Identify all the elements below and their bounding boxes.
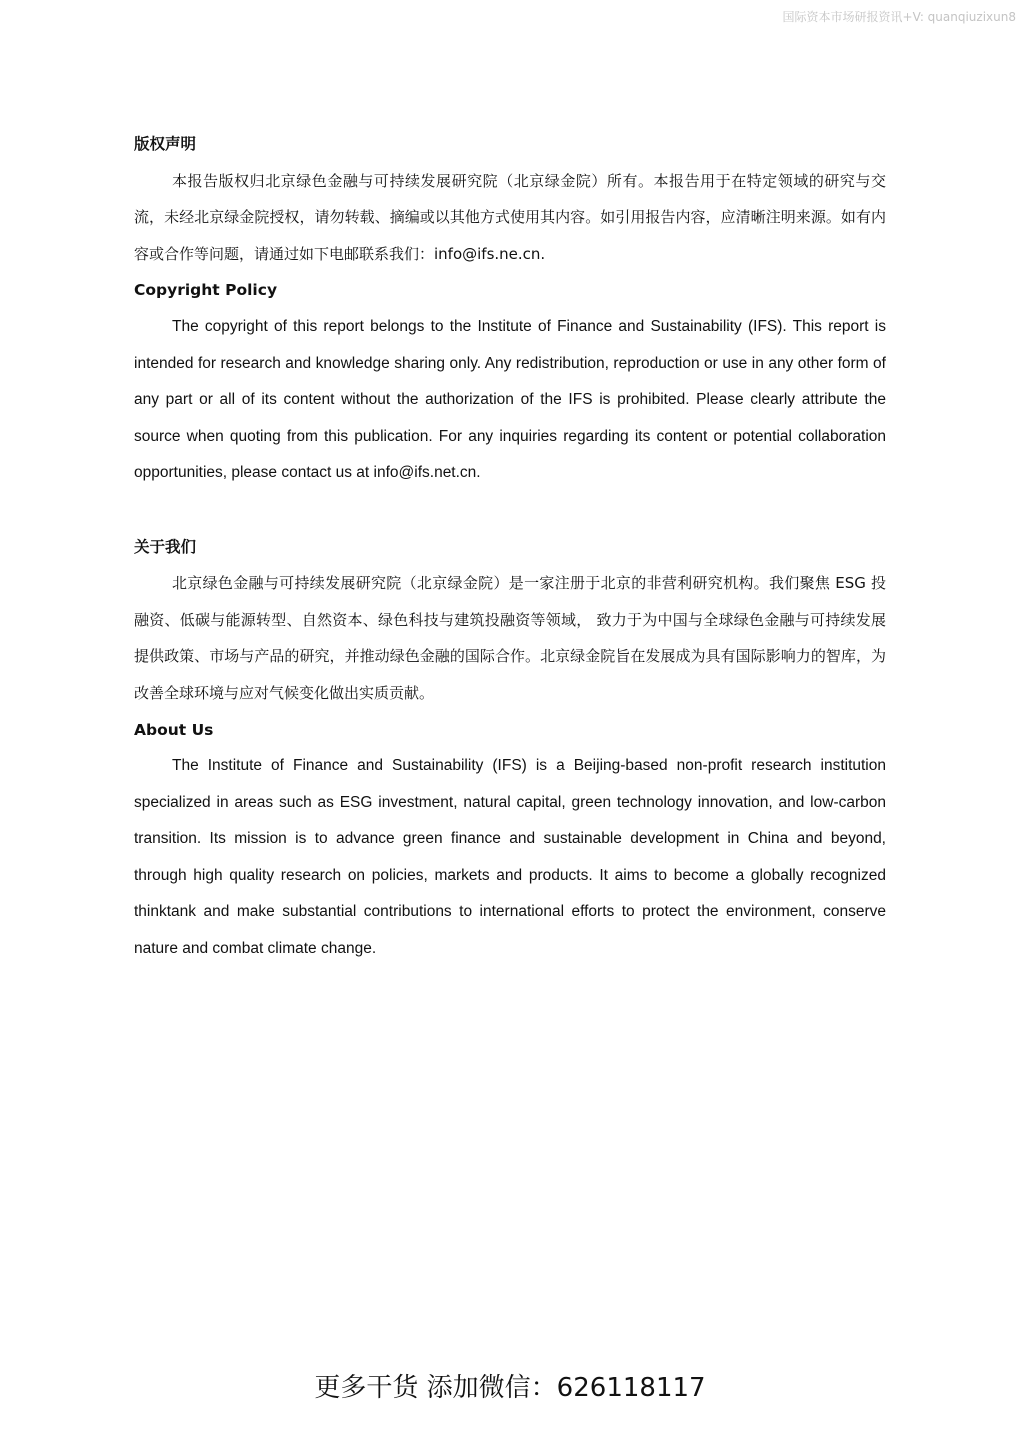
about-cn-section	[134, 529, 886, 712]
about-cn-heading: 关于我们	[134, 537, 197, 556]
copyright-cn-heading: 版权声明	[134, 135, 197, 153]
footer-promo-text: 更多干货 添加微信：626118117	[314, 1373, 706, 1403]
section-gap	[134, 492, 886, 529]
about-en-section	[134, 712, 886, 968]
about-en-heading: About Us	[134, 720, 214, 739]
copyright-cn-section	[134, 126, 886, 272]
page-content	[134, 126, 886, 968]
copyright-cn-body: 本报告版权归北京绿色金融与可持续发展研究院（北京绿金院）所有。本报告用于在特定领域的研究与交流，未经北京绿金院授权，请勿转载、摘编或以其他方式使用其内容。如引用报告内容，应清晰注明来源。如有内容或合作等问题，请通过如下电邮联系我们：info@ifs.ne.cn.	[134, 171, 886, 263]
about-en-body: The Institute of Finance and Sustainability (IFS) is a Beijing-based non-profit research institution specialized in areas such as ESG investment, natural capital, green technology innovation, and low-carbon transition. Its mission is to advance green finance and sustainable development in China and beyond, through high quality research on policies, markets and products. It aims to become a globally recognized thinktank and make substantial contributions to international efforts to protect the environment, conserve nature and combat climate change.	[134, 757, 886, 958]
copyright-en-body: The copyright of this report belongs to the Institute of Finance and Sustainability (IFS). This report is intended for research and knowledge sharing only. Any redistribution, reproduction or use in any other form of any part or all of its content without the authorization of the IFS is prohibited. Please clearly attribute the source when quoting from this publication. For any inquiries regarding its content or potential collaboration opportunities, please contact us at info@ifs.net.cn.	[134, 317, 886, 482]
about-cn-body: 北京绿色金融与可持续发展研究院（北京绿金院）是一家注册于北京的非营利研究机构。我们聚焦 ESG 投融资、低碳与能源转型、自然资本、绿色科技与建筑投融资等领域， 致力于为中国与全球绿色金融与可持续发展提供政策、市场与产品的研究，并推动绿色金融的国际合作。北京绿金院旨在发展成为具有国际影响力的智库，为改善全球环境与应对气候变化做出实质贡献。	[134, 574, 886, 702]
watermark-text: 国际资本市场研报资讯+V: quanqiuzixun8	[782, 10, 1016, 24]
copyright-en-section	[134, 272, 886, 492]
copyright-en-heading: Copyright Policy	[134, 281, 278, 300]
